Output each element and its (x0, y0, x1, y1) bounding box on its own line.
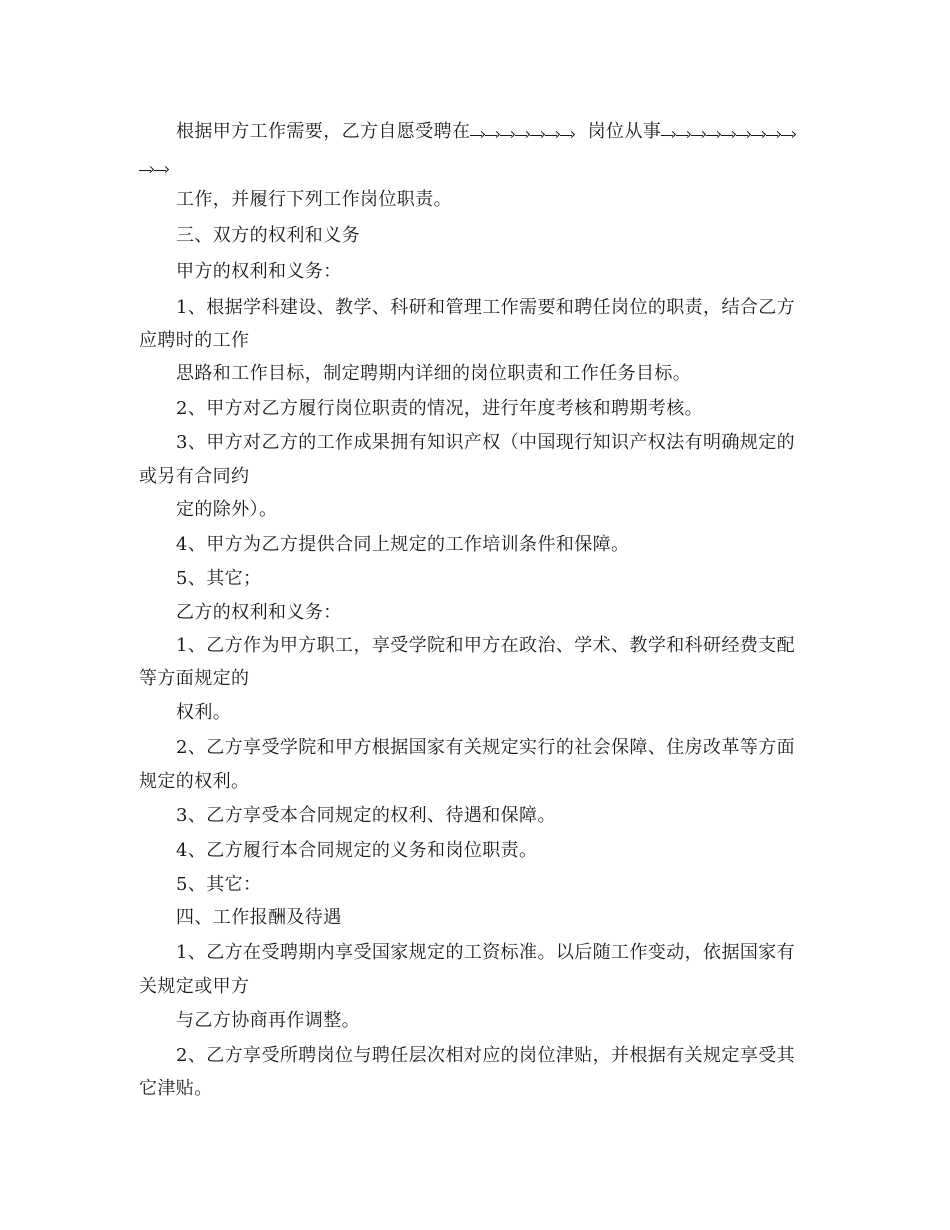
a3-line-3: 定的除外）。 (176, 499, 278, 520)
section-4-heading: 四、工作报酬及待遇 (176, 907, 342, 928)
b4-line: 4、乙方履行本合同规定的义务和岗位职责。 (176, 840, 538, 861)
a3-line-1: 3、甲方对乙方的工作成果拥有知识产权（中国现行知识产权法有明确规定的 (176, 432, 796, 453)
b3-line: 3、乙方享受本合同规定的权利、待遇和保障。 (176, 805, 556, 826)
a1-line-2: 应聘时的工作 (139, 330, 250, 351)
a1-line-3: 思路和工作目标，制定聘期内详细的岗位职责和工作任务目标。 (176, 363, 692, 384)
s4-p2-line-2: 它津贴。 (139, 1078, 213, 1099)
s4-p1-line-3: 与乙方协商再作调整。 (176, 1010, 360, 1031)
b1-line-1: 1、乙方作为甲方职工，享受学院和甲方在政治、学术、教学和科研经费支配 (176, 635, 796, 656)
blank-work-field-cont (139, 155, 169, 179)
a1-line-1: 1、根据学科建设、教学、科研和管理工作需要和聘任岗位的职责，结合乙方 (176, 297, 796, 318)
b2-line-2: 规定的权利。 (139, 771, 250, 792)
a5-line: 5、其它； (176, 568, 262, 589)
b1-line-2: 等方面规定的 (139, 668, 250, 689)
a3-line-2: 或另有合同约 (139, 466, 250, 487)
blank-work-field (661, 120, 796, 144)
party-b-heading: 乙方的权利和义务： (176, 602, 342, 623)
party-a-heading: 甲方的权利和义务： (176, 261, 342, 282)
intro-text-b: 岗位从事 (587, 121, 662, 142)
blank-position-field (470, 120, 575, 144)
a2-line: 2、甲方对乙方履行岗位职责的情况，进行年度考核和聘期考核。 (176, 398, 704, 419)
intro-line-3: 工作，并履行下列工作岗位职责。 (176, 189, 452, 210)
section-3-heading: 三、双方的权利和义务 (176, 225, 360, 246)
s4-p1-line-1: 1、乙方在受聘期内享受国家规定的工资标准。以后随工作变动，依据国家有 (176, 942, 796, 963)
s4-p1-line-2: 关规定或甲方 (139, 976, 250, 997)
a4-line: 4、甲方为乙方提供合同上规定的工作培训条件和保障。 (176, 534, 630, 555)
intro-text-a: 根据甲方工作需要，乙方自愿受聘在 (176, 121, 471, 142)
b1-line-3: 权利。 (176, 702, 232, 723)
s4-p2-line-1: 2、乙方享受所聘岗位与聘任层次相对应的岗位津贴，并根据有关规定享受其 (176, 1045, 796, 1066)
intro-line-2 (139, 155, 169, 179)
b5-line: 5、其它： (176, 874, 262, 895)
b2-line-1: 2、乙方享受学院和甲方根据国家有关规定实行的社会保障、住房改革等方面 (176, 737, 796, 758)
intro-line-1 (176, 120, 796, 144)
